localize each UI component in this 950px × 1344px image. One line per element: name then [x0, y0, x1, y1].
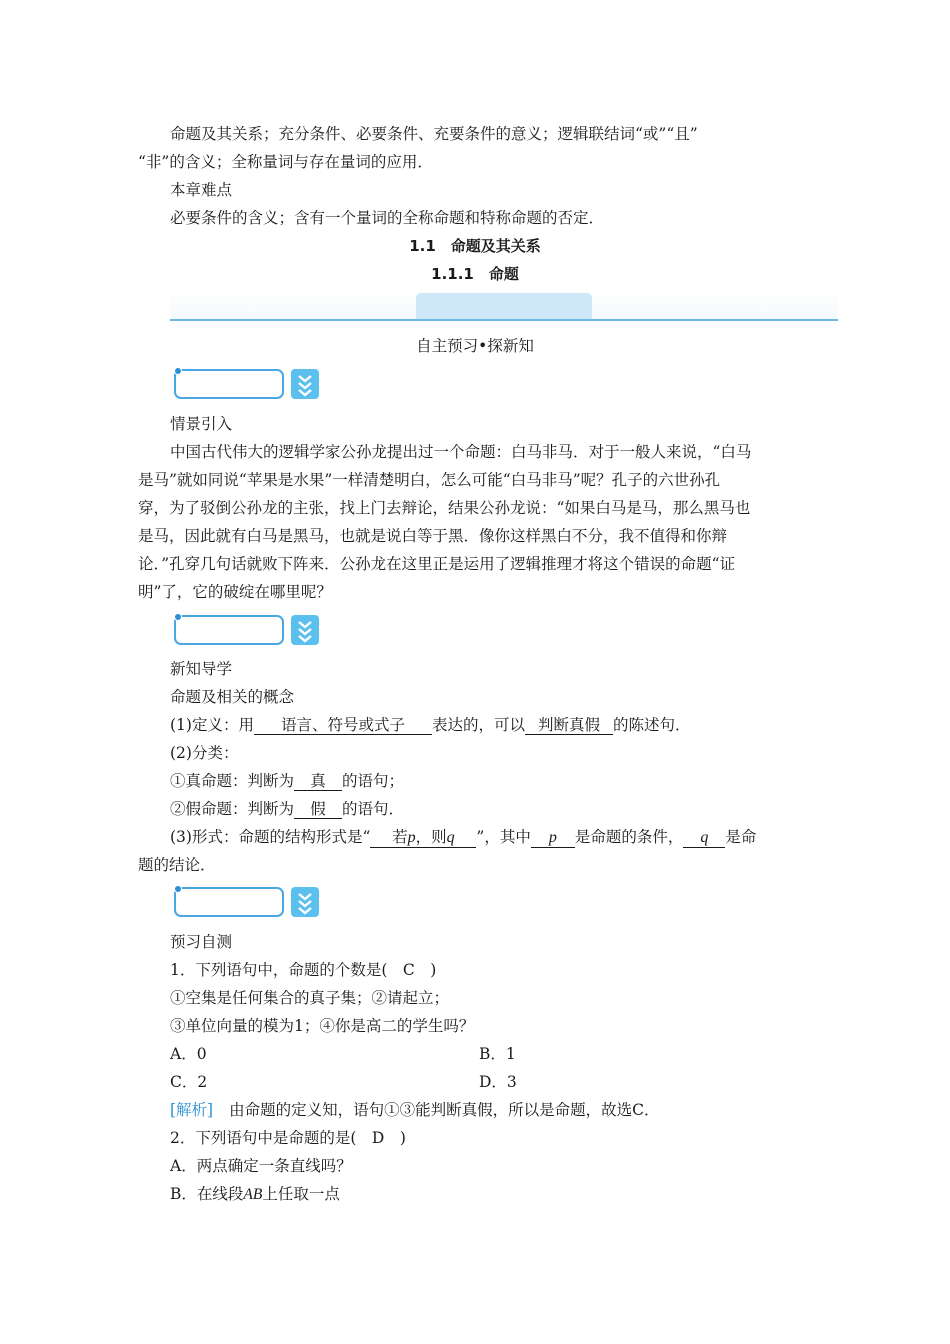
analysis-tag: [解析] [170, 1101, 214, 1119]
section-label-box [174, 367, 320, 401]
definition-prefix: (1)定义：用 [170, 716, 254, 734]
option-b-suffix: 上任取一点 [262, 1185, 340, 1203]
definition-mid: 表达的，可以 [431, 716, 525, 734]
question-2-option-b [170, 1184, 340, 1205]
dot-icon [174, 885, 182, 893]
intro-line-2: “非”的含义；全称量词与存在量词的应用． [138, 153, 433, 171]
form-prefix: (3)形式：命题的结构形式是“ [170, 828, 371, 846]
concept-heading: 命题及相关的概念 [170, 688, 295, 706]
form-line-2: 题的结论． [138, 856, 216, 874]
true-suffix: 的语句； [342, 772, 405, 790]
option-c: C．2 [170, 1073, 208, 1091]
dot-icon [174, 613, 182, 621]
analysis-text: 由命题的定义知，语句①③能判断真假，所以是命题，故选C． [229, 1101, 660, 1119]
banner-tab [416, 293, 592, 321]
form-suffix: 是命 [725, 828, 757, 846]
definition-blank-1: 语言、符号或式子 [254, 716, 432, 735]
difficulty-heading: 本章难点 [170, 181, 233, 199]
section-banner [170, 291, 838, 321]
dot-icon [174, 367, 182, 375]
difficulty-text: 必要条件的含义；含有一个量词的全称命题和特称命题的否定． [170, 209, 605, 227]
definition-suffix: 的陈述句． [612, 716, 691, 734]
false-prefix: ②假命题：判断为 [170, 800, 295, 818]
true-prefix: ①真命题：判断为 [170, 772, 295, 790]
option-d: D．3 [479, 1073, 517, 1091]
scenario-line: 中国古代伟大的逻辑学家公孙龙提出过一个命题：白马非马．对于一般人来说，“白马 [170, 443, 752, 461]
false-blank: 假 [294, 800, 342, 819]
self-test-heading: 预习自测 [170, 933, 233, 951]
option-b: B．1 [479, 1045, 516, 1063]
scenario-heading: 情景引入 [170, 415, 233, 433]
scenario-line: 是马”就如同说“苹果是水果”一样清楚明白，怎么可能“白马非马”呢？孔子的六世孙孔 [138, 471, 721, 489]
question-1-statements: ①空集是任何集合的真子集；②请起立； [170, 989, 450, 1007]
form-var-p: p [407, 829, 416, 846]
scenario-line: 论．”孔穿几句话就败下阵来．公孙龙在这里正是运用了逻辑推理才将这个错误的命题“证 [138, 555, 736, 573]
form-var-p2: p [548, 829, 557, 846]
form-if: 若 [392, 828, 408, 846]
form-line [170, 827, 756, 848]
subsection-title: 1.1.1 命题 [431, 265, 519, 283]
new-knowledge-heading: 新知导学 [170, 660, 233, 678]
section-label-box [174, 885, 320, 919]
analysis-line [170, 1100, 659, 1120]
true-blank: 真 [294, 772, 342, 791]
form-mid-2: 是命题的条件， [574, 828, 684, 846]
scenario-line: 穿，为了驳倒公孙龙的主张，找上门去辩论，结果公孙龙说：“如果白马是马，那么黑马也 [138, 499, 751, 517]
option-b-prefix: B．在线段 [170, 1185, 244, 1203]
section-title: 1.1 命题及其关系 [409, 237, 541, 255]
chevron-down-icon [291, 369, 319, 399]
question-2: 2．下列语句中是命题的是( D ) [170, 1129, 406, 1147]
chevron-down-icon [291, 887, 319, 917]
form-var-q: q [446, 829, 455, 846]
option-a: A．0 [170, 1045, 207, 1063]
definition-blank-2: 判断真假 [525, 716, 613, 735]
form-blank [370, 828, 476, 848]
false-suffix: 的语句． [342, 800, 405, 818]
definition-line [170, 715, 691, 735]
true-proposition-line [170, 771, 404, 791]
chevron-down-icon [291, 615, 319, 645]
intro-line-1: 命题及其关系；充分条件、必要条件、充要条件的意义；逻辑联结词“或”“且” [170, 125, 698, 143]
form-blank-p [531, 828, 575, 848]
question-1-statements: ③单位向量的模为1；④你是高二的学生吗？ [170, 1017, 475, 1035]
form-mid: ”，其中 [476, 828, 531, 846]
section-label-box [174, 613, 320, 647]
classification-heading: (2)分类： [170, 744, 239, 762]
question-2-option-a: A．两点确定一条直线吗？ [170, 1157, 352, 1175]
segment-ab: AB [243, 1186, 263, 1203]
banner-rule [170, 319, 838, 321]
form-blank-q [683, 828, 725, 848]
question-1: 1．下列语句中，命题的个数是( C ) [170, 961, 437, 979]
scenario-line: 是马，因此就有白马是黑马，也就是说白等于黑．像你这样黑白不分，我不值得和你辩 [138, 527, 728, 545]
form-var-q2: q [700, 829, 709, 846]
false-proposition-line [170, 799, 404, 819]
form-then: ，则 [415, 828, 447, 846]
banner-label: 自主预习•探新知 [416, 337, 534, 355]
scenario-line: 明”了，它的破绽在哪里呢？ [138, 583, 332, 601]
